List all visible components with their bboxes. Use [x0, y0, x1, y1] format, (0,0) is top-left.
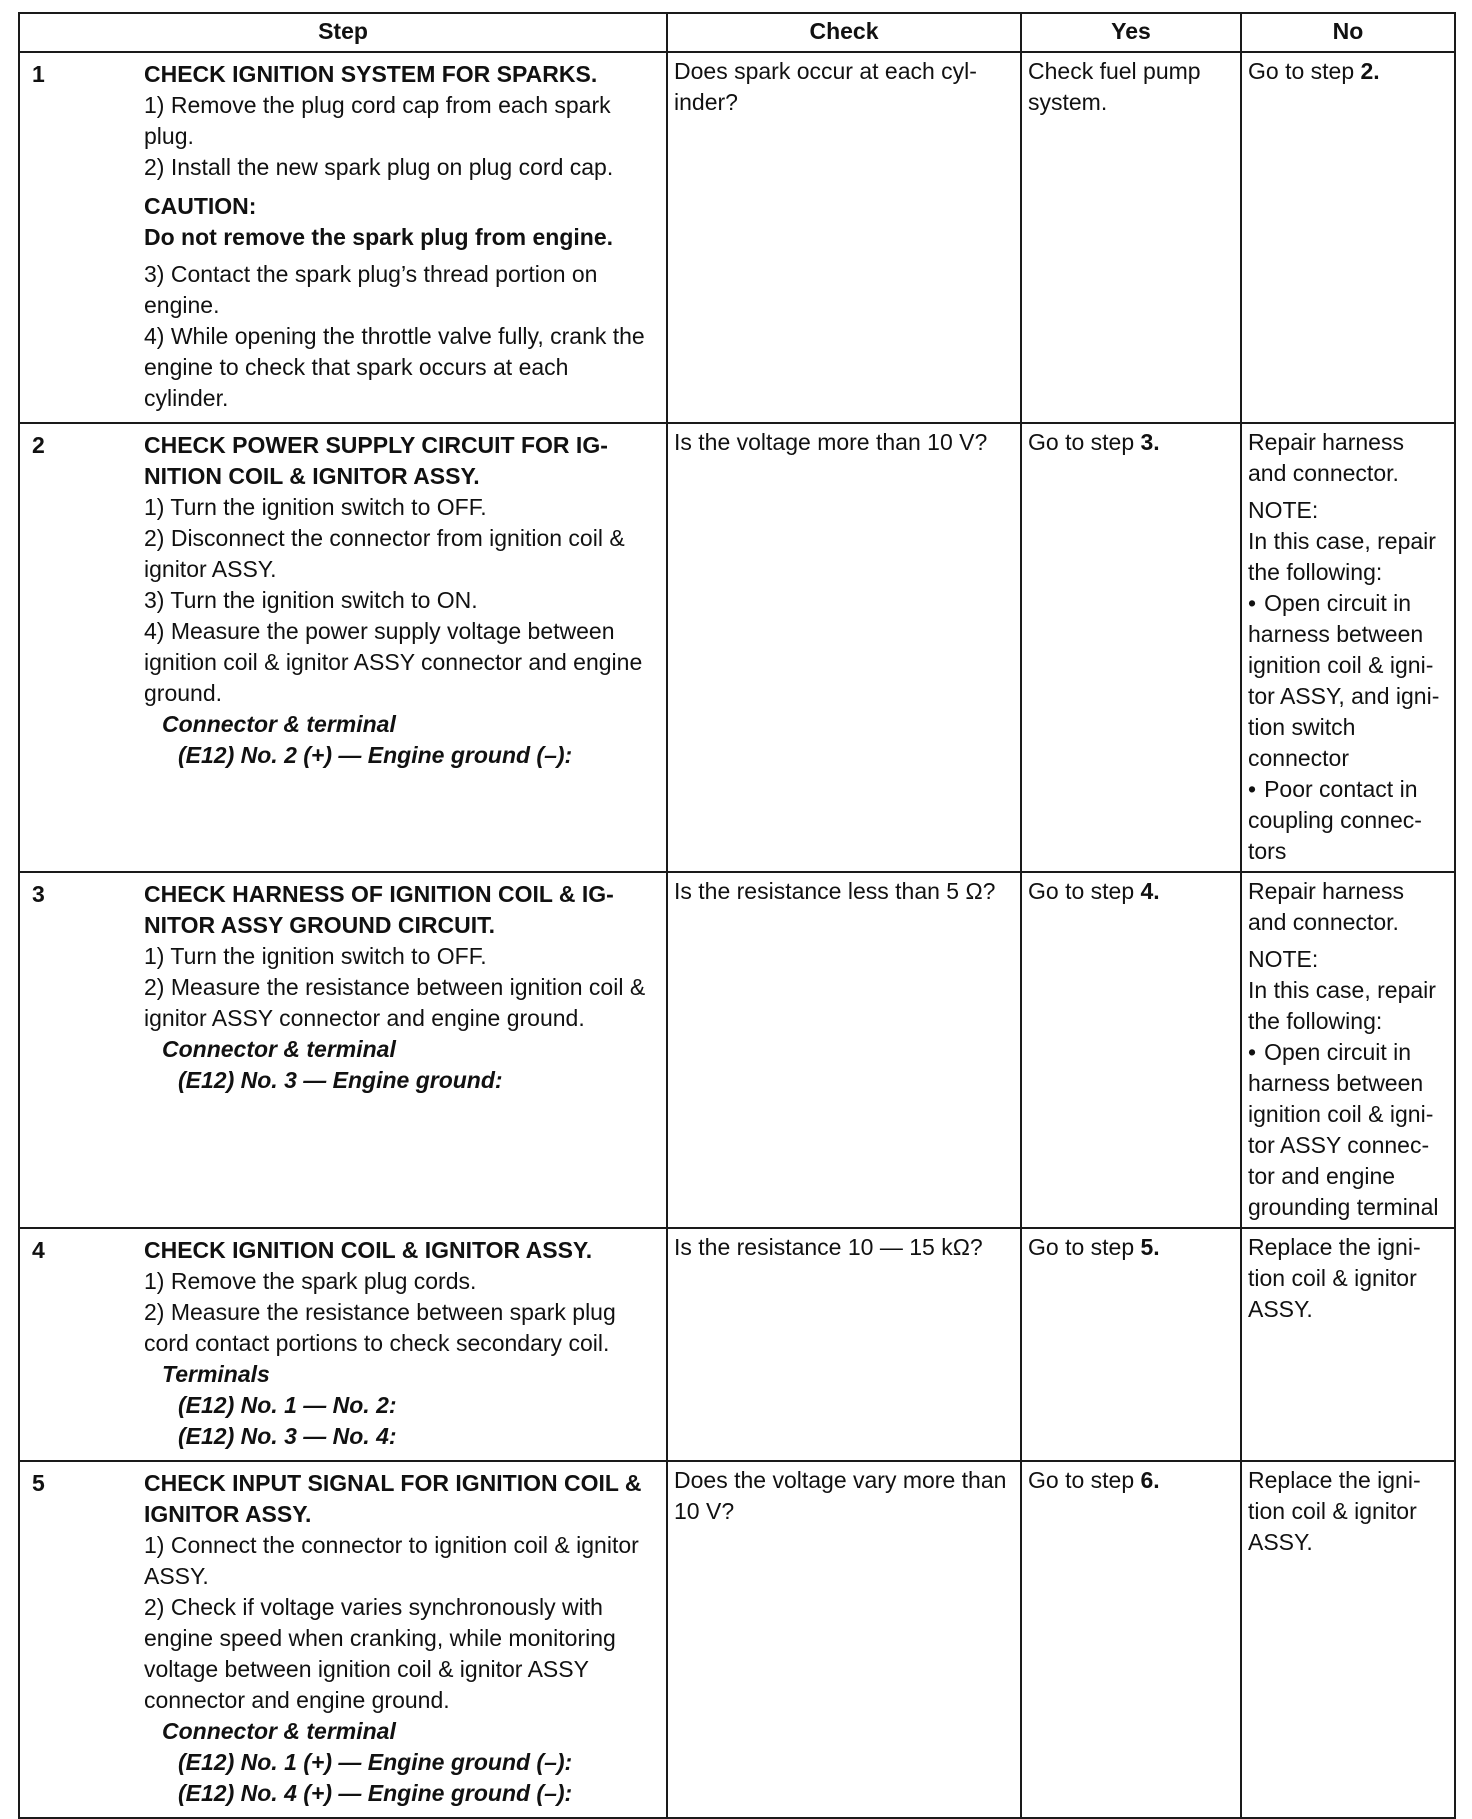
step-number: 4: [32, 1237, 45, 1263]
step-instruction: 3) Turn the ignition switch to ON.: [144, 587, 478, 613]
no-action: Repair harness and connector.: [1248, 878, 1404, 935]
table-row: [19, 1228, 1455, 1461]
check-cell: Does the voltage vary more than 10 V?: [667, 1461, 1021, 1818]
table-row: [19, 52, 1455, 423]
spec-line: (E12) No. 1 — No. 2:: [178, 1392, 397, 1418]
goto-step-number: 6.: [1140, 1467, 1160, 1493]
spec-line: (E12) No. 2 (+) — Engine ground (–):: [178, 742, 573, 768]
step-instruction: 2) Measure the resistance between ignition coil & ignitor ASSY connector and engine ground.: [144, 974, 646, 1031]
step-instruction: 1) Remove the plug cord cap from each spark plug.: [144, 92, 611, 149]
step-instruction: 3) Contact the spark plug’s thread portion on engine.: [144, 261, 598, 318]
yes-cell: [1021, 1228, 1241, 1461]
note-label: NOTE:: [1248, 946, 1319, 972]
spec-label: Connector & terminal: [162, 711, 396, 737]
no-action: Repair harness and connector.: [1248, 429, 1404, 486]
step-instruction: 1) Turn the ignition switch to OFF.: [144, 943, 487, 969]
header-no: No: [1241, 13, 1455, 52]
no-action: Replace the igni-tion coil & ignitor ASSY.: [1248, 1467, 1421, 1555]
step-number: 1: [32, 61, 45, 87]
caution-block: [144, 191, 654, 253]
header-yes: Yes: [1021, 13, 1241, 52]
goto-text: Go to step: [1028, 1467, 1141, 1493]
header-check: Check: [667, 13, 1021, 52]
goto-step-number: 5.: [1140, 1234, 1160, 1260]
diagnostic-table: [18, 12, 1456, 1819]
step-title: CHECK IGNITION SYSTEM FOR SPARKS.: [144, 61, 598, 87]
no-cell: [1241, 1461, 1455, 1818]
step-instruction: 1) Turn the ignition switch to OFF.: [144, 494, 487, 520]
table-row: [19, 423, 1455, 872]
step-instruction: 4) Measure the power supply voltage between ignition coil & ignitor ASSY connector and engine ground.: [144, 618, 643, 706]
step-cell: [19, 423, 667, 872]
goto-text: Go to step: [1028, 1234, 1141, 1260]
note-label: NOTE:: [1248, 497, 1319, 523]
step-instruction: 2) Disconnect the connector from ignition coil & ignitor ASSY.: [144, 525, 625, 582]
step-instruction: 1) Remove the spark plug cords.: [144, 1268, 477, 1294]
step-instruction: 1) Connect the connector to ignition coil & ignitor ASSY.: [144, 1532, 639, 1589]
step-number: 5: [32, 1470, 45, 1496]
table-row: [19, 1461, 1455, 1818]
step-title: CHECK HARNESS OF IGNITION COIL & IG-NITOR ASSY GROUND CIRCUIT.: [144, 881, 614, 938]
goto-text: Go to step: [1248, 58, 1361, 84]
no-cell: [1241, 52, 1455, 423]
note-intro: In this case, repair the following:: [1248, 977, 1436, 1034]
goto-step-number: 3.: [1140, 429, 1160, 455]
step-title: CHECK POWER SUPPLY CIRCUIT FOR IG-NITION COIL & IGNITOR ASSY.: [144, 432, 608, 489]
yes-cell: [1021, 423, 1241, 872]
goto-text: Go to step: [1028, 429, 1141, 455]
yes-cell: Check fuel pump system.: [1021, 52, 1241, 423]
step-number: 2: [32, 432, 45, 458]
goto-text: Go to step: [1028, 878, 1141, 904]
no-cell: [1241, 423, 1455, 872]
step-instruction: 2) Measure the resistance between spark plug cord contact portions to check secondary coil.: [144, 1299, 616, 1356]
check-cell: Is the voltage more than 10 V?: [667, 423, 1021, 872]
note-intro: In this case, repair the following:: [1248, 528, 1436, 585]
step-instruction: 2) Install the new spark plug on plug cord cap.: [144, 154, 614, 180]
step-instruction: 4) While opening the throttle valve fully, crank the engine to check that spark occurs at each cylinder.: [144, 323, 645, 411]
step-cell: [19, 1228, 667, 1461]
spec-label: Terminals: [162, 1361, 270, 1387]
note-bullet: • Open circuit in harness between ignition coil & igni-tor ASSY, and igni-tion switch connector: [1248, 588, 1448, 774]
yes-cell: [1021, 872, 1241, 1228]
check-cell: Is the resistance 10 — 15 kΩ?: [667, 1228, 1021, 1461]
no-cell: [1241, 1228, 1455, 1461]
step-number: 3: [32, 881, 45, 907]
caution-label: CAUTION:: [144, 193, 257, 219]
no-action: Replace the igni-tion coil & ignitor ASSY.: [1248, 1234, 1421, 1322]
header-row: [19, 13, 1455, 52]
goto-step-number: 2.: [1360, 58, 1380, 84]
check-cell: Does spark occur at each cyl-inder?: [667, 52, 1021, 423]
step-instruction: 2) Check if voltage varies synchronously with engine speed when cranking, while monitoring voltage between ignition coil & ignitor ASSY connector and engine ground.: [144, 1594, 616, 1713]
yes-cell: [1021, 1461, 1241, 1818]
spec-line: (E12) No. 4 (+) — Engine ground (–):: [178, 1780, 573, 1806]
spec-label: Connector & terminal: [162, 1718, 396, 1744]
table-row: [19, 872, 1455, 1228]
caution-text: Do not remove the spark plug from engine.: [144, 224, 614, 250]
header-step: Step: [19, 13, 667, 52]
note-bullet: • Poor contact in coupling connec-tors: [1248, 774, 1448, 867]
spec-label: Connector & terminal: [162, 1036, 396, 1062]
spec-line: (E12) No. 3 — Engine ground:: [178, 1067, 503, 1093]
step-title: CHECK INPUT SIGNAL FOR IGNITION COIL & IGNITOR ASSY.: [144, 1470, 642, 1527]
step-cell: [19, 1461, 667, 1818]
step-cell: [19, 872, 667, 1228]
check-cell: Is the resistance less than 5 Ω?: [667, 872, 1021, 1228]
goto-step-number: 4.: [1140, 878, 1160, 904]
step-title: CHECK IGNITION COIL & IGNITOR ASSY.: [144, 1237, 593, 1263]
spec-line: (E12) No. 1 (+) — Engine ground (–):: [178, 1749, 573, 1775]
spec-line: (E12) No. 3 — No. 4:: [178, 1423, 397, 1449]
step-cell: [19, 52, 667, 423]
note-bullet: • Open circuit in harness between ignition coil & igni-tor ASSY connec-tor and engine grounding terminal: [1248, 1037, 1448, 1223]
no-cell: [1241, 872, 1455, 1228]
